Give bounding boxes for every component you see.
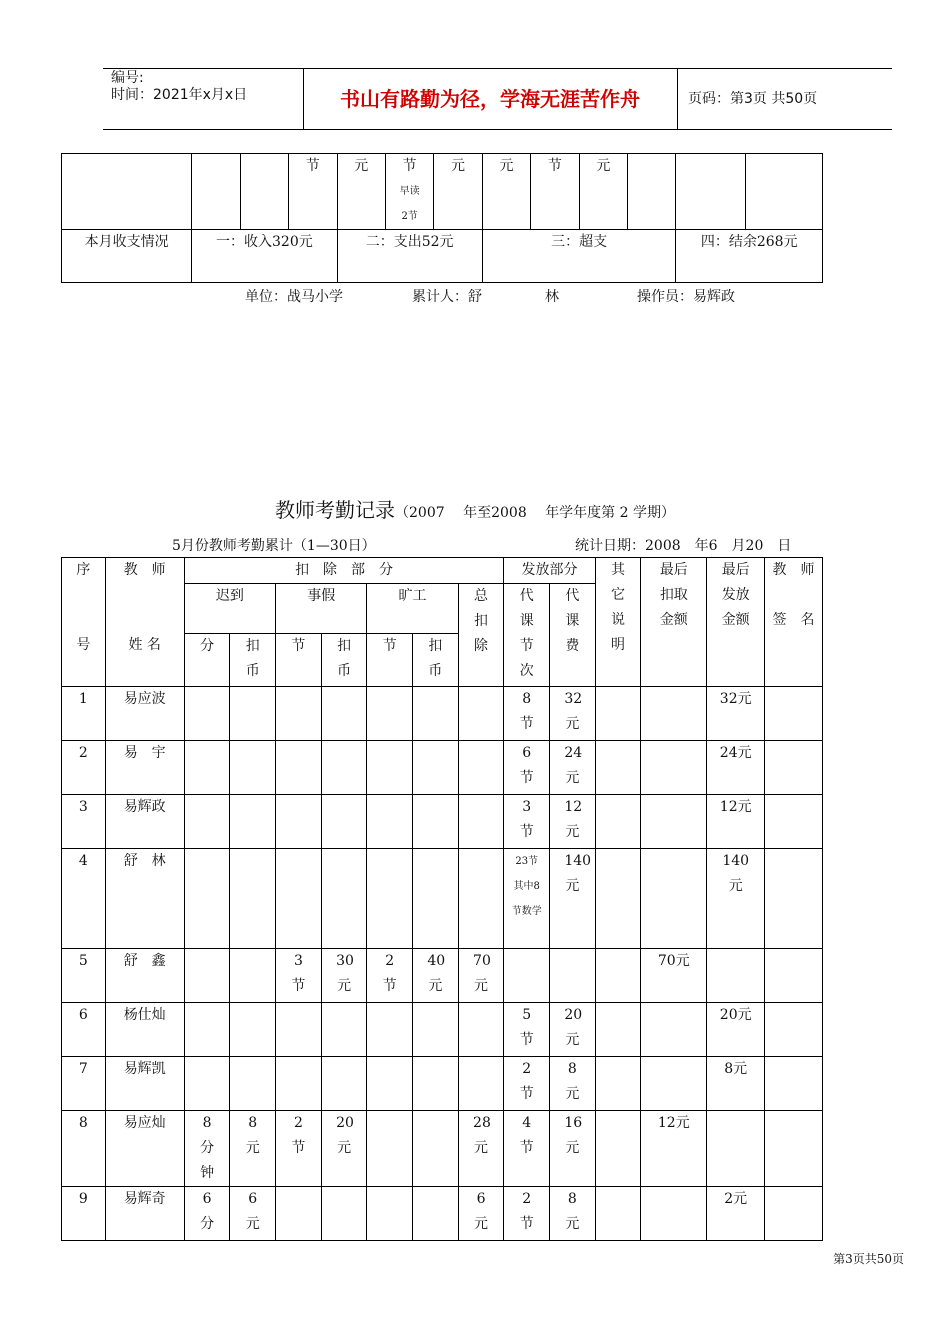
cell-final-deduct xyxy=(641,687,707,741)
sign-header-top: 教 师 xyxy=(772,562,815,578)
cell: 节 xyxy=(531,154,579,230)
cell xyxy=(62,154,192,230)
cell-text: 6分 xyxy=(200,1191,215,1232)
cell-signature xyxy=(765,1111,823,1187)
cell-total xyxy=(458,1187,504,1241)
cell-late-coin xyxy=(230,687,276,741)
cell-leave-coin xyxy=(321,1003,367,1057)
cell-text: 70元 xyxy=(657,953,690,969)
accountant-label: 累计人：舒 xyxy=(412,289,482,305)
cell-text: 易辉政 xyxy=(123,799,166,815)
cell-sub-n xyxy=(504,1057,550,1111)
cell-sub-n xyxy=(504,1187,550,1241)
cell-leave-n xyxy=(276,1111,322,1187)
cell-sub-fee xyxy=(550,795,596,849)
cell-final-pay xyxy=(707,1187,765,1241)
cell-leave-n xyxy=(276,1057,322,1111)
cell-sub-n xyxy=(504,1111,550,1187)
sub-fee-header xyxy=(550,584,596,687)
cell-final-pay xyxy=(707,1111,765,1187)
cell-text: 24元 xyxy=(564,745,583,786)
cell-abs-coin xyxy=(413,795,459,849)
cell-final-deduct xyxy=(641,741,707,795)
cell-abs-coin xyxy=(413,1187,459,1241)
cell-leave-n xyxy=(276,849,322,949)
cell-text: 2节 xyxy=(291,1115,306,1156)
cell-note: 2节 xyxy=(401,211,418,222)
cell-final-pay xyxy=(707,949,765,1003)
cell-late-coin xyxy=(230,741,276,795)
cell-text: 易辉奇 xyxy=(123,1191,166,1207)
cell-name xyxy=(105,949,184,1003)
cell-total xyxy=(458,795,504,849)
cell-text: 2节 xyxy=(382,953,397,994)
cell-late-min xyxy=(184,1187,230,1241)
cell-signature xyxy=(765,1057,823,1111)
header-row xyxy=(62,558,823,584)
cell-text: 70元 xyxy=(473,953,491,994)
cell-final-deduct xyxy=(641,1111,707,1187)
coin-text: 扣币 xyxy=(245,638,260,679)
cell-text: 3节 xyxy=(519,799,534,840)
final-deduct-header-text: 最后扣取金额 xyxy=(659,562,688,628)
table-body xyxy=(62,687,823,1241)
cell-text: 5节 xyxy=(519,1007,534,1048)
cell-leave-coin xyxy=(321,949,367,1003)
total-deduct-header-text: 总扣除 xyxy=(474,588,489,654)
table-row xyxy=(62,849,823,949)
seq-header-top: 序 xyxy=(76,562,91,578)
cell-name xyxy=(105,1111,184,1187)
cell-no xyxy=(62,949,106,1003)
leave-coin-header xyxy=(321,634,367,687)
cell-other xyxy=(595,1003,641,1057)
cell-sub-fee xyxy=(550,1111,596,1187)
cell-text: 4 xyxy=(78,853,88,869)
cell-late-min xyxy=(184,1057,230,1111)
cell-text: 3节 xyxy=(291,953,306,994)
cell-text: 23节其中8节数学 xyxy=(511,856,542,917)
operator-label: 操作员：易辉政 xyxy=(637,289,735,305)
cell-final-pay xyxy=(707,1003,765,1057)
cell-sub-n xyxy=(504,795,550,849)
teacher-header xyxy=(105,558,184,687)
sign-header-bottom: 签 名 xyxy=(772,612,815,628)
cell-name xyxy=(105,1057,184,1111)
absent-coin-header xyxy=(413,634,459,687)
cell xyxy=(676,154,746,230)
table-row xyxy=(62,1057,823,1111)
cell-leave-coin xyxy=(321,687,367,741)
cell-text: 40元 xyxy=(427,953,446,994)
cell-abs-n xyxy=(367,1057,413,1111)
teacher-header-bottom: 姓 名 xyxy=(128,637,161,653)
seq-header xyxy=(62,558,106,687)
cell-final-pay xyxy=(707,1057,765,1111)
cell-name xyxy=(105,849,184,949)
cell-leave-n xyxy=(276,741,322,795)
cell-text: 140元 xyxy=(722,853,750,894)
cell-total xyxy=(458,949,504,1003)
cell-text: 140元 xyxy=(564,853,592,894)
cell-abs-n xyxy=(367,949,413,1003)
cell-text: 6节 xyxy=(519,745,534,786)
cell-text: 20元 xyxy=(336,1115,354,1156)
document-title xyxy=(0,494,950,523)
cell-name xyxy=(105,687,184,741)
cell-text: 6元 xyxy=(245,1191,260,1232)
spacer xyxy=(62,583,105,633)
cell xyxy=(746,154,823,230)
cell-text: 7 xyxy=(78,1061,88,1077)
cell-late-coin xyxy=(230,1003,276,1057)
cell-late-coin xyxy=(230,849,276,949)
cell-no xyxy=(62,1057,106,1111)
cell-no xyxy=(62,741,106,795)
cell-late-coin xyxy=(230,1057,276,1111)
cell-sub-fee xyxy=(550,1057,596,1111)
cell-no xyxy=(62,1187,106,1241)
cell: 节 xyxy=(289,154,337,230)
summary-balance: 四：结余268元 xyxy=(676,230,823,283)
cell-text: 4节 xyxy=(519,1115,534,1156)
cell-name xyxy=(105,1187,184,1241)
table-row xyxy=(62,741,823,795)
cell-abs-n xyxy=(367,795,413,849)
cell-leave-n xyxy=(276,1187,322,1241)
cell-late-min xyxy=(184,1003,230,1057)
meta-right: 统计日期：2008 年6 月20 日 xyxy=(575,538,792,554)
cell-final-pay xyxy=(707,687,765,741)
cell-leave-coin xyxy=(321,1187,367,1241)
cell-sub-fee xyxy=(550,1003,596,1057)
cell-late-min xyxy=(184,795,230,849)
cell-late-min xyxy=(184,1111,230,1187)
header-divider xyxy=(677,69,678,129)
other-header-text: 其它说明 xyxy=(611,562,626,653)
cell-abs-n xyxy=(367,849,413,949)
summary-over: 三：超支 xyxy=(482,230,676,283)
cell xyxy=(192,154,240,230)
cell-text: 32元 xyxy=(719,691,752,707)
cell-other xyxy=(595,741,641,795)
cell-text: 12元 xyxy=(719,799,752,815)
cell xyxy=(385,154,433,230)
page-footer: 第3页共50页 xyxy=(833,1252,904,1266)
cell-sub-n xyxy=(504,1003,550,1057)
other-header xyxy=(595,558,641,687)
cell-final-pay xyxy=(707,849,765,949)
header-page-number: 页码：第3页 共50页 xyxy=(688,91,818,107)
cell-sub-fee xyxy=(550,687,596,741)
cell-final-deduct xyxy=(641,849,707,949)
cell-total xyxy=(458,849,504,949)
cell-signature xyxy=(765,1187,823,1241)
code-label: 编号: xyxy=(111,70,144,86)
cell-other xyxy=(595,949,641,1003)
cell-total xyxy=(458,1057,504,1111)
cell-sub-n xyxy=(504,849,550,949)
cell: 元 xyxy=(579,154,627,230)
cell-text: 16元 xyxy=(564,1115,583,1156)
cell-leave-n xyxy=(276,1003,322,1057)
cell-text: 2元 xyxy=(724,1191,748,1207)
cell-final-deduct xyxy=(641,1187,707,1241)
summary-income: 一：收入320元 xyxy=(192,230,337,283)
cell-signature xyxy=(765,1003,823,1057)
attendance-table xyxy=(61,557,823,1241)
cell-other xyxy=(595,687,641,741)
cell-name xyxy=(105,1003,184,1057)
spacer xyxy=(765,583,822,608)
cell-sub-fee xyxy=(550,949,596,1003)
cell-sub-fee xyxy=(550,741,596,795)
final-pay-header-text: 最后发放金额 xyxy=(721,562,750,628)
cell-text: 2节 xyxy=(519,1061,534,1102)
sub-fee-header-text: 代课费 xyxy=(565,588,580,654)
cell-signature xyxy=(765,795,823,849)
cell-text: 28元 xyxy=(473,1115,491,1156)
cell-text: 5 xyxy=(78,953,88,969)
teacher-header-top: 教 师 xyxy=(123,562,166,578)
cell-no xyxy=(62,687,106,741)
cell-note: 早读 xyxy=(399,186,420,197)
cell: 元 xyxy=(337,154,385,230)
cell-no xyxy=(62,1003,106,1057)
cell: 元 xyxy=(482,154,530,230)
cell-text: 8元 xyxy=(724,1061,748,1077)
cell-leave-coin xyxy=(321,795,367,849)
cell-signature xyxy=(765,949,823,1003)
cell-other xyxy=(595,795,641,849)
total-deduct-header xyxy=(458,584,504,687)
cell xyxy=(240,154,288,230)
cell-leave-coin xyxy=(321,1057,367,1111)
cell-leave-n xyxy=(276,949,322,1003)
cell-other xyxy=(595,849,641,949)
title-main: 教师考勤记录 xyxy=(275,498,396,522)
page-header xyxy=(103,68,892,130)
unit-label: 单位：战马小学 xyxy=(245,289,343,305)
cell-final-deduct xyxy=(641,795,707,849)
seq-header-bottom: 号 xyxy=(76,637,91,653)
cell-other xyxy=(595,1187,641,1241)
cell-other xyxy=(595,1057,641,1111)
cell-signature xyxy=(765,849,823,949)
table-row xyxy=(62,1003,823,1057)
cell-text: 节 xyxy=(402,158,417,174)
cell-sub-n xyxy=(504,741,550,795)
final-deduct-header xyxy=(641,558,707,687)
late-header: 迟到 xyxy=(184,584,275,634)
spacer xyxy=(106,583,184,633)
coin-text: 扣币 xyxy=(337,638,352,679)
cell-text: 8分钟 xyxy=(200,1115,215,1181)
cell-text: 易应灿 xyxy=(123,1115,166,1131)
cell-text: 24元 xyxy=(719,745,752,761)
cell-late-coin xyxy=(230,949,276,1003)
sub-class-header-text: 代课节次 xyxy=(519,588,534,679)
cell-late-min xyxy=(184,949,230,1003)
cell-late-coin xyxy=(230,1187,276,1241)
cell: 元 xyxy=(434,154,482,230)
cell-abs-n xyxy=(367,687,413,741)
cell-text: 易 宇 xyxy=(123,745,166,761)
cell-total xyxy=(458,1003,504,1057)
cell-text: 舒 林 xyxy=(123,853,166,869)
cell-text: 32元 xyxy=(564,691,583,732)
coin-text: 扣币 xyxy=(428,638,443,679)
cell-abs-coin xyxy=(413,949,459,1003)
summary-row xyxy=(62,230,823,283)
final-pay-header xyxy=(707,558,765,687)
late-coin-header xyxy=(230,634,276,687)
cell-no xyxy=(62,795,106,849)
table-row xyxy=(62,687,823,741)
cell-total xyxy=(458,741,504,795)
cell-no xyxy=(62,849,106,949)
cell-final-deduct xyxy=(641,1003,707,1057)
cell-text: 8 xyxy=(78,1115,88,1131)
cell-text: 杨仕灿 xyxy=(123,1007,166,1023)
cell-text: 8元 xyxy=(245,1115,260,1156)
cell-text: 1 xyxy=(78,691,88,707)
cell-final-deduct xyxy=(641,1057,707,1111)
cell-leave-n xyxy=(276,687,322,741)
cell-name xyxy=(105,795,184,849)
table-row xyxy=(62,949,823,1003)
deduct-header: 扣 除 部 分 xyxy=(184,558,504,584)
cell xyxy=(628,154,676,230)
cell-leave-coin xyxy=(321,849,367,949)
cell-abs-coin xyxy=(413,687,459,741)
cell-text: 20元 xyxy=(564,1007,583,1048)
cell-late-coin xyxy=(230,1111,276,1187)
cell-text: 20元 xyxy=(719,1007,752,1023)
meta-left: 5月份教师考勤累计（1—30日） xyxy=(172,538,376,554)
cell-late-min xyxy=(184,687,230,741)
cell-signature xyxy=(765,741,823,795)
cell-sub-fee xyxy=(550,1187,596,1241)
late-min-header: 分 xyxy=(184,634,230,687)
title-sub: （2007 年至2008 年学年度第 2 学期） xyxy=(395,505,675,521)
cell-sub-n xyxy=(504,687,550,741)
cell-no xyxy=(62,1111,106,1187)
cell-final-pay xyxy=(707,741,765,795)
top-table xyxy=(61,153,823,283)
cell-text: 8元 xyxy=(565,1191,580,1232)
cell-name xyxy=(105,741,184,795)
cell-text: 12元 xyxy=(564,799,583,840)
cell-text: 12元 xyxy=(657,1115,690,1131)
cell-sub-n xyxy=(504,949,550,1003)
cell-text: 易辉凯 xyxy=(123,1061,166,1077)
cell-text: 8节 xyxy=(519,691,534,732)
leave-header: 事假 xyxy=(276,584,367,634)
cell-text: 舒 鑫 xyxy=(123,953,166,969)
cell-abs-n xyxy=(367,1187,413,1241)
sign-header xyxy=(765,558,823,687)
cell-final-pay xyxy=(707,795,765,849)
absent-n-header: 节 xyxy=(367,634,413,687)
cell-abs-n xyxy=(367,741,413,795)
cell-text: 易应波 xyxy=(123,691,166,707)
cell-abs-coin xyxy=(413,1111,459,1187)
cell-leave-n xyxy=(276,795,322,849)
cell-abs-coin xyxy=(413,1057,459,1111)
leave-n-header: 节 xyxy=(276,634,322,687)
cell-late-min xyxy=(184,741,230,795)
absent-header: 旷工 xyxy=(367,584,458,634)
cell-text: 2节 xyxy=(519,1191,534,1232)
summary-label: 本月收支情况 xyxy=(62,230,192,283)
cell-text: 2 xyxy=(78,745,88,761)
accountant-label-2: 林 xyxy=(545,289,559,305)
table-row xyxy=(62,1111,823,1187)
table-row xyxy=(62,795,823,849)
cell-late-min xyxy=(184,849,230,949)
sub-class-header xyxy=(504,584,550,687)
cell-final-deduct xyxy=(641,949,707,1003)
table-row xyxy=(62,1187,823,1241)
cell-total xyxy=(458,1111,504,1187)
header-left xyxy=(111,70,247,104)
cell-abs-coin xyxy=(413,1003,459,1057)
summary-expense: 二：支出52元 xyxy=(337,230,482,283)
cell-total xyxy=(458,687,504,741)
cell-abs-n xyxy=(367,1111,413,1187)
cell-late-coin xyxy=(230,795,276,849)
date-line: 时间：2021年x月x日 xyxy=(111,87,248,103)
header-motto: 书山有路勤为径，学海无涯苦作舟 xyxy=(340,87,640,111)
cell-text: 6 xyxy=(78,1007,88,1023)
top-table-row xyxy=(62,154,823,230)
cell-text: 30元 xyxy=(336,953,354,994)
cell-leave-coin xyxy=(321,1111,367,1187)
cell-abs-n xyxy=(367,1003,413,1057)
cell-text: 8元 xyxy=(565,1061,580,1102)
cell-signature xyxy=(765,687,823,741)
cell-other xyxy=(595,1111,641,1187)
cell-text: 3 xyxy=(78,799,88,815)
payout-header: 发放部分 xyxy=(504,558,595,584)
cell-text: 9 xyxy=(78,1191,88,1207)
cell-leave-coin xyxy=(321,741,367,795)
cell-text: 6元 xyxy=(474,1191,489,1232)
cell-abs-coin xyxy=(413,849,459,949)
cell-sub-fee xyxy=(550,849,596,949)
cell-abs-coin xyxy=(413,741,459,795)
